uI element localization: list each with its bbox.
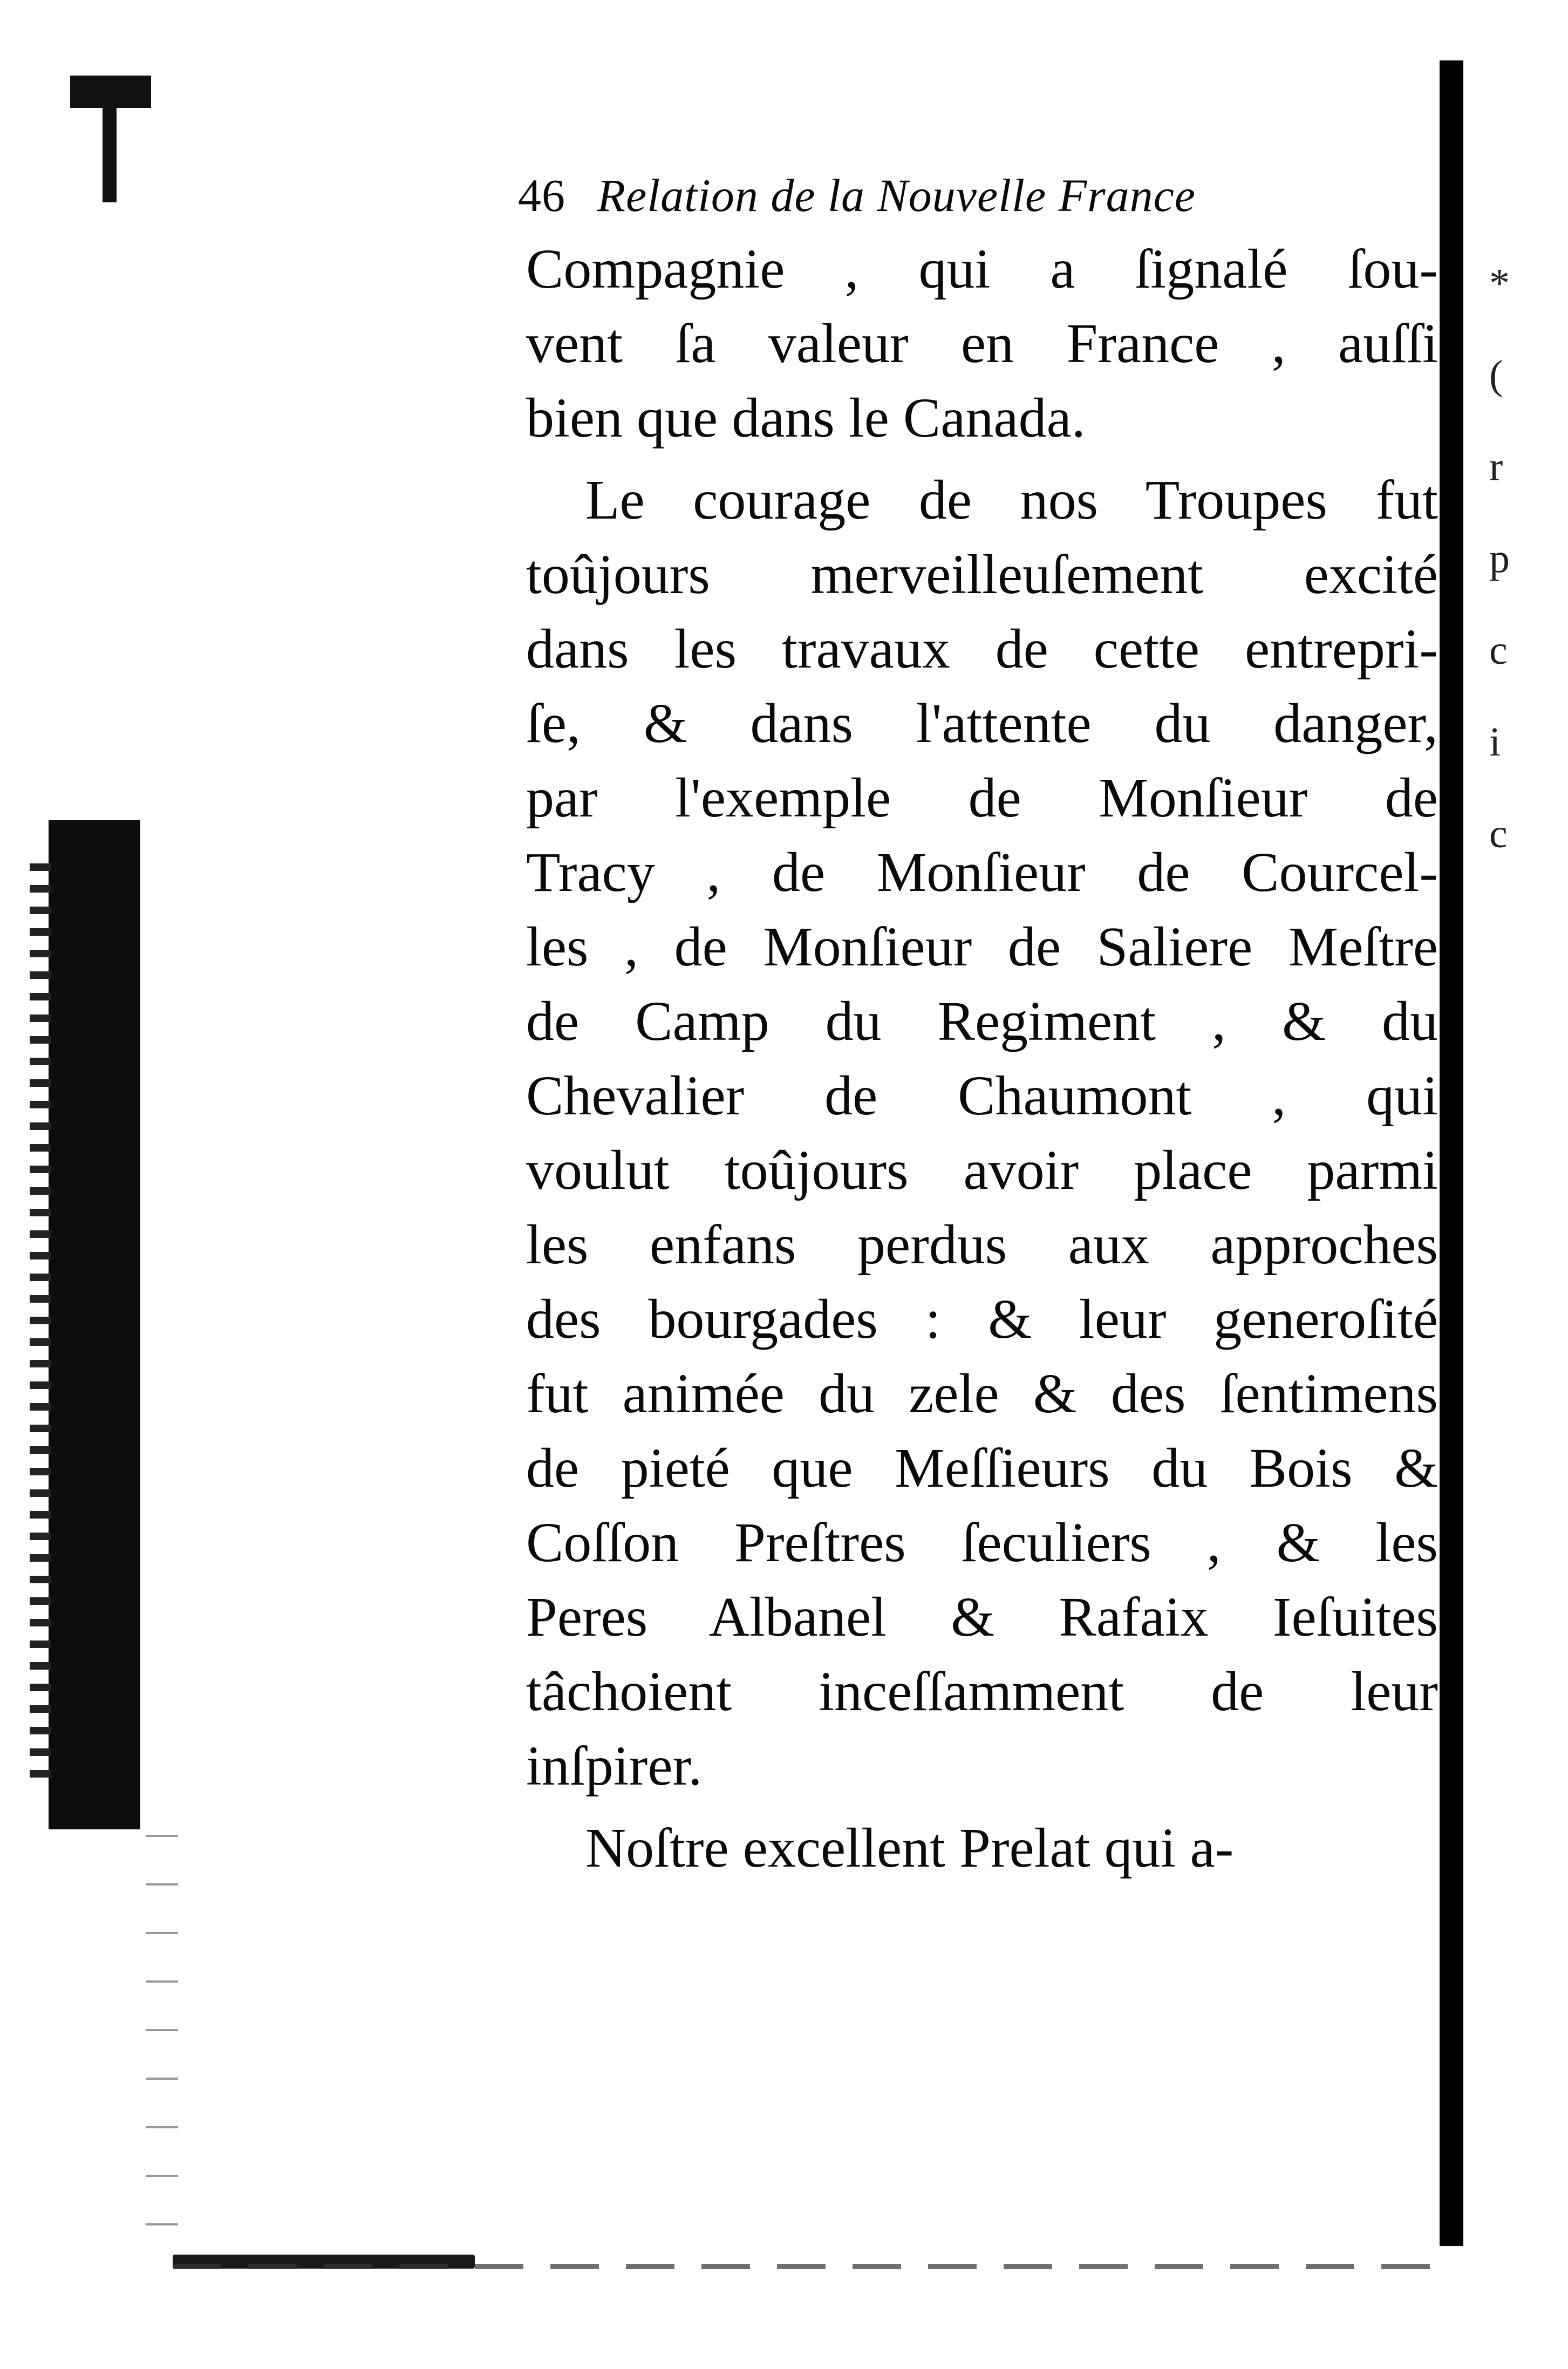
- scan-bottom-dashes: [173, 2264, 1457, 2269]
- paragraph-gap: [526, 455, 1438, 463]
- text-line: de pieté que Meſſieurs du Bois &: [526, 1437, 1438, 1499]
- text-line: Le courage de nos Troupes fut: [585, 469, 1438, 531]
- text-line: ſe, & dans l'attente du danger,: [526, 692, 1438, 754]
- text-line: voulut toûjours avoir place parmi: [526, 1139, 1438, 1201]
- body-text: [526, 232, 1438, 1885]
- text-line: dans les travaux de cette entrepri-: [526, 618, 1438, 680]
- text-line: les , de Monſieur de Saliere Meſtre: [526, 916, 1438, 978]
- text-line: tâchoient inceſſamment de leur: [526, 1660, 1438, 1723]
- scan-binding-shadow: [49, 820, 140, 1829]
- paragraph: [526, 232, 1438, 455]
- running-head-title: Relation de la Nouvelle France: [597, 169, 1196, 221]
- scan-edge-mark: [70, 76, 151, 108]
- text-line: de Camp du Regiment , & du: [526, 990, 1438, 1052]
- text-line: Coſſon Preſtres ſeculiers , & les: [526, 1512, 1438, 1574]
- scan-edge-stem: [103, 105, 117, 202]
- paragraph-gap: [526, 1803, 1438, 1811]
- text-line: bien que dans le Canada.: [526, 387, 1086, 449]
- text-line: Peres Albanel & Rafaix Ieſuites: [526, 1586, 1438, 1648]
- facing-fragment: (: [1489, 352, 1503, 398]
- text-line: Compagnie , qui a ſignalé ſou-: [526, 238, 1438, 300]
- text-line: les enfans perdus aux approches: [526, 1214, 1438, 1276]
- running-head: [518, 168, 1403, 228]
- facing-fragment: *: [1489, 261, 1510, 306]
- text-line: fut animée du zele & des ſentimens: [526, 1363, 1438, 1425]
- text-line: toûjours merveilleuſement excité: [526, 543, 1438, 605]
- text-line: des bourgades : & leur generoſité: [526, 1288, 1438, 1350]
- text-line: Noſtre excellent Prelat qui a-: [585, 1817, 1234, 1879]
- facing-fragment: r: [1489, 444, 1503, 489]
- scan-speckle: [146, 1835, 178, 2266]
- gutter-rule: [1440, 60, 1463, 2246]
- facing-page-fragments: [1489, 237, 1543, 880]
- facing-fragment: i: [1489, 719, 1501, 765]
- facing-fragment: p: [1489, 536, 1510, 581]
- scan-binding-jagged-edge: [30, 863, 51, 1781]
- text-line: Tracy , de Monſieur de Courcel-: [526, 841, 1438, 903]
- text-line: par l'exemple de Monſieur de: [526, 767, 1438, 829]
- text-line: Chevalier de Chaumont , qui: [526, 1065, 1438, 1127]
- text-line: vent ſa valeur en France , auſſi: [526, 312, 1438, 375]
- paragraph: [526, 1811, 1438, 1885]
- page-number: 46: [518, 169, 565, 221]
- facing-fragment: c: [1489, 628, 1508, 673]
- paragraph: [526, 463, 1438, 1803]
- facing-fragment: c: [1489, 811, 1508, 856]
- text-line: inſpirer.: [526, 1735, 703, 1797]
